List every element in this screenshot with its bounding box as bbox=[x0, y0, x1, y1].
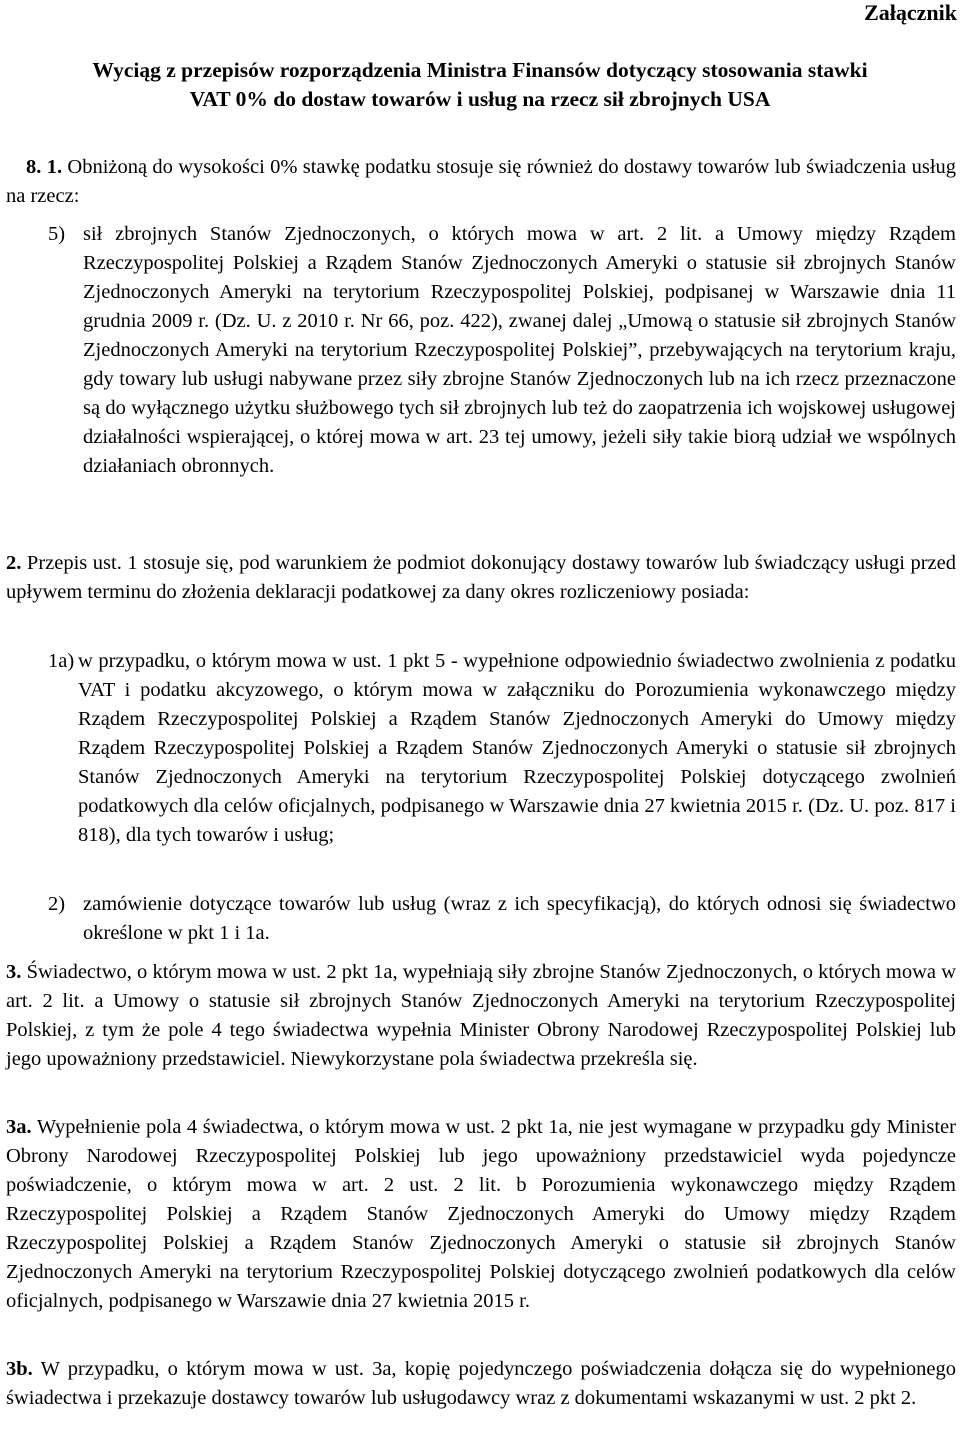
paragraph-8-1 bbox=[6, 153, 956, 211]
paragraph-text: Wypełnienie pola 4 świadectwa, o którym mowa w ust. 2 pkt 1a, nie jest wymagane w przypadku gdy Minister Obrony Narodowej Rzeczypospolitej Polskiej lub jego upoważniony przedstawiciel wyda pojedyncze poświadczenie, o którym mowa w art. 2 ust. 2 lit. b Porozumienia wykonawczego między Rządem Rzeczypospolitej Polskiej a Rządem Stanów Zjednoczonych Ameryki do Umowy między Rządem Rzeczypospolitej Polskiej a Rządem Stanów Zjednoczonych Ameryki o statusie sił zbrojnych Stanów Zjednoczonych Ameryki na terytorium Rzeczypospolitej Polskiej dotyczącego zwolnień podatkowych dla celów oficjalnych, podpisanego w Warszawie dnia 27 kwietnia 2015 r. bbox=[6, 1116, 956, 1312]
paragraph-number: 3. bbox=[6, 961, 22, 983]
paragraph-number: 2. bbox=[6, 552, 22, 574]
item-text: zamówienie dotyczące towarów lub usług (wraz z ich specyfikacją), do których odnosi się świadectwo określone w pkt 1 i 1a. bbox=[83, 893, 956, 944]
paragraph-3 bbox=[6, 958, 956, 1074]
item-label: 2) bbox=[48, 893, 66, 915]
paragraph-number: 3a. bbox=[6, 1116, 32, 1138]
item-text: sił zbrojnych Stanów Zjednoczonych, o których mowa w art. 2 lit. a Umowy między Rządem Rzeczypospolitej Polskiej a Rządem Stanów Zjednoczonych Ameryki o statusie sił zbrojnych Stanów Zjednoczonych Ameryki na terytorium Rzeczypospolitej Polskiej, podpisanej w Warszawie dnia 11 grudnia 2009 r. (Dz. U. z 2010 r. Nr 66, poz. 422), zwanej dalej „Umową o statusie sił zbrojnych Stanów Zjednoczonych Ameryki na terytorium Rzeczypospolitej Polskiej”, przebywających na terytorium kraju, gdy towary lub usługi nabywane przez siły zbrojne Stanów Zjednoczonych lub na ich rzecz przeznaczone są do wyłącznego użytku służbowego tych sił zbrojnych lub też do zaopatrzenia ich wojskowej usługowej działalności wspierającej, o której mowa w art. 23 tej umowy, jeżeli siły takie biorą udział we wspólnych działaniach obronnych. bbox=[83, 223, 956, 477]
paragraph-text: W przypadku, o którym mowa w ust. 3a, kopię pojedynczego poświadczenia dołącza się do wypełnionego świadectwa i przekazuje dostawcy towarów lub usługodawcy wraz z dokumentami wskazanymi w ust. 2 pkt 2. bbox=[6, 1358, 956, 1409]
paragraph-number: 3b. bbox=[6, 1358, 33, 1380]
document-title bbox=[0, 56, 960, 114]
item-text: w przypadku, o którym mowa w ust. 1 pkt 5 - wypełnione odpowiednio świadectwo zwolnienia z podatku VAT i podatku akcyzowego, o którym mowa w załączniku do Porozumienia wykonawczego między Rządem Rzeczypospolitej Polskiej a Rządem Stanów Zjednoczonych Ameryki do Umowy między Rządem Rzeczypospolitej Polskiej a Rządem Stanów Zjednoczonych Ameryki o statusie sił zbrojnych Stanów Zjednoczonych Ameryki na terytorium Rzeczypospolitej Polskiej dotyczącego zwolnień podatkowych dla celów oficjalnych, podpisanego w Warszawie dnia 27 kwietnia 2015 r. (Dz. U. poz. 817 i 818), dla tych towarów i usług; bbox=[78, 650, 956, 846]
paragraph-text: Świadectwo, o którym mowa w ust. 2 pkt 1a, wypełniają siły zbrojne Stanów Zjednoczonych, o których mowa w art. 2 lit. a Umowy o statusie sił zbrojnych Stanów Zjednoczonych Ameryki na terytorium Rzeczypospolitej Polskiej, z tym że pole 4 tego świadectwa wypełnia Minister Obrony Narodowej Rzeczypospolitej Polskiej lub jego upoważniony przedstawiciel. Niewykorzystane pola świadectwa przekreśla się. bbox=[6, 961, 957, 1070]
paragraph-number: 8. 1. bbox=[26, 156, 63, 178]
annex-label: Załącznik bbox=[864, 0, 957, 25]
paragraph-text: Przepis ust. 1 stosuje się, pod warunkiem że podmiot dokonujący dostawy towarów lub świadczący usługi przed upływem terminu do złożenia deklaracji podatkowej za dany okres rozliczeniowy posiada: bbox=[6, 552, 956, 603]
title-line-2: VAT 0% do dostaw towarów i usług na rzecz sił zbrojnych USA bbox=[189, 87, 771, 111]
item-label: 1a) bbox=[48, 650, 75, 672]
paragraph-text: Obniżoną do wysokości 0% stawkę podatku stosuje się również do dostawy towarów lub świadczenia usług na rzecz: bbox=[6, 156, 957, 207]
paragraph-3a bbox=[6, 1113, 956, 1316]
item-label: 5) bbox=[48, 223, 66, 245]
item-1a bbox=[48, 647, 956, 850]
title-line-1: Wyciąg z przepisów rozporządzenia Ministra Finansów dotyczący stosowania stawki bbox=[92, 58, 868, 82]
item-2 bbox=[48, 890, 956, 948]
paragraph-3b bbox=[6, 1355, 956, 1413]
item-5 bbox=[48, 220, 956, 481]
paragraph-2 bbox=[6, 549, 956, 607]
